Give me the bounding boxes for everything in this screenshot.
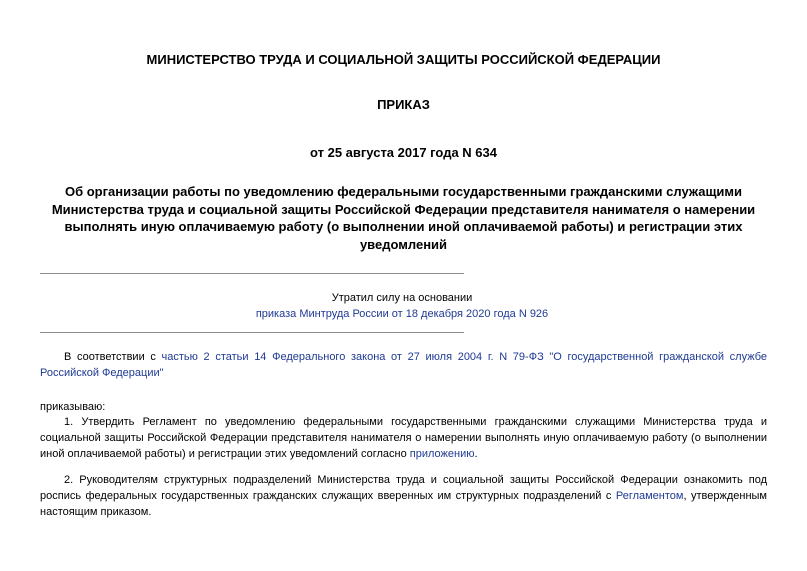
legal-basis-paragraph xyxy=(40,349,767,381)
divider-bottom xyxy=(40,332,464,333)
repeal-link-container xyxy=(40,307,764,321)
order-item-1-text: 1. Утвердить Регламент по уведомлению федеральными государственными гражданскими служащими Министерства труда и социальной защиты Российской Федерации представителя нанимателя о намерении выполнять иную оплачиваемую работу (о выполнении иной оплачиваемой работы) и регистрации этих уведомлений согласно xyxy=(40,416,767,460)
decree-word: приказываю: xyxy=(40,401,106,413)
order-item-2-end: , утвержденным настоящим приказом. xyxy=(40,490,767,518)
legal-basis-prefix: В соответствии с xyxy=(64,351,162,363)
divider-top xyxy=(40,273,464,274)
order-item-1 xyxy=(40,414,767,462)
appendix-link[interactable]: приложению xyxy=(409,448,475,460)
federal-law-link[interactable]: частью 2 статьи 14 Федерального закона от 27 июля 2004 г. N 79-ФЗ "О государственной гражданской службе Российской Федерации" xyxy=(40,351,768,379)
ministry-heading: МИНИСТЕРСТВО ТРУДА И СОЦИАЛЬНОЙ ЗАЩИТЫ РОССИЙСКОЙ ФЕДЕРАЦИИ xyxy=(146,52,661,67)
order-date-heading: от 25 августа 2017 года N 634 xyxy=(310,145,497,160)
order-item-1-end: . xyxy=(474,448,478,460)
regulation-link[interactable]: Регламентом xyxy=(615,490,684,502)
repeal-notice: Утратил силу на основании xyxy=(331,292,473,304)
order-item-2-text: 2. Руководителям структурных подразделений Министерства труда и социальной защиты Российской Федерации ознакомить под роспись федеральных государственных гражданских служащих вверенных им структурных подразделений с xyxy=(40,474,767,502)
order-title: Об организации работы по уведомлению федеральными государственными гражданскими служащими Министерства труда и социальной защиты Российской Федерации представителя нанимателя о намерении выполнять иную оплачиваемую работу (о выполнении иной оплачиваемой работы) и регистрации этих уведомлений xyxy=(51,184,756,252)
order-type-heading: ПРИКАЗ xyxy=(377,97,430,112)
repeal-link[interactable]: приказа Минтруда России от 18 декабря 2020 года N 926 xyxy=(255,308,549,320)
order-item-2 xyxy=(40,472,767,520)
